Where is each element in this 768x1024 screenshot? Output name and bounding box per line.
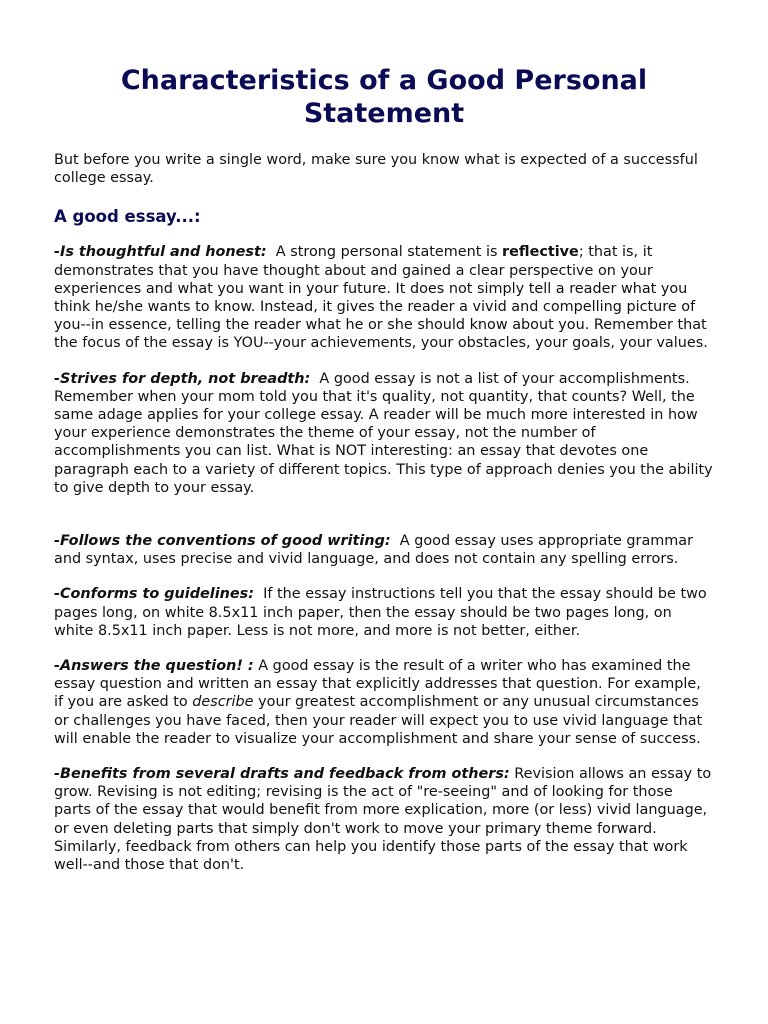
point-answers-question — [54, 657, 714, 748]
point-lead: -Follows the conventions of good writing: — [54, 533, 391, 550]
point-text: A good essay is the result of a writer who has examined the essay question and written an essay that explicitly addresses that question. For example, if you are asked to — [54, 658, 701, 711]
intro-paragraph: But before you write a single word, make sure you know what is expected of a successful college essay. — [54, 152, 698, 187]
point-text: ; that is, it demonstrates that you have thought about and gained a clear perspective on your experiences and what you want in your future. It does not simply tell a reader what you think he/she wants to know. Instead, it gives the reader a vivid and compelling picture of you--in essence, telling the reader what he or she should know about you. Remember that the focus of the essay is YOU--your achievements, your obstacles, your goals, your values. — [54, 244, 708, 352]
point-emphasis: reflective — [502, 244, 579, 261]
point-lead: -Strives for depth, not breadth: — [54, 370, 311, 387]
point-lead: -Is thoughtful and honest: — [54, 244, 267, 261]
point-depth-not-breadth — [54, 370, 714, 497]
point-guidelines — [54, 585, 714, 640]
point-conventions — [54, 532, 714, 568]
point-emphasis: describe — [192, 694, 254, 711]
point-lead: -Answers the question! : — [54, 658, 254, 675]
point-text: your greatest accomplishment or any unusual circumstances or challenges you have faced, then your reader will expect you to use vivid language that will enable the reader to visualize your accomplishment and share your sense of success. — [54, 694, 703, 747]
document-title: Characteristics of a Good Personal Statement — [120, 65, 648, 129]
point-lead: -Conforms to guidelines: — [54, 586, 254, 603]
point-text: If the essay instructions tell you that the essay should be two pages long, on white 8.5x11 inch paper, then the essay should be two pages long, on white 8.5x11 inch paper. Less is not more, and more is not better, either. — [54, 586, 707, 639]
point-lead: -Benefits from several drafts and feedback from others: — [54, 766, 510, 783]
point-text: A strong personal statement is — [275, 244, 503, 261]
point-text: A good essay is not a list of your accomplishments. Remember when your mom told you that it's quality, not quantity, that counts? Well, the same adage applies for your college essay. A reader will be much more interested in how your experience demonstrates the theme of your essay, not the number of accomplishments you can list. What is NOT interesting: an essay that devotes one paragraph each to a variety of different topics. This type of approach denies you the ability to give depth to your essay. — [54, 370, 713, 496]
point-thoughtful-honest — [54, 243, 714, 352]
section-heading: A good essay...: — [54, 207, 201, 227]
point-text: A good essay uses appropriate grammar and syntax, uses precise and vivid language, and does not contain any spelling errors. — [54, 533, 694, 568]
point-text: Revision allows an essay to grow. Revising is not editing; revising is the act of "re-seeing" and of looking for those parts of the essay that would benefit from more explication, more (or less) vivid language, or even deleting parts that simply don't work to move your primary theme forward. Similarly, feedback from others can help you identify those parts of the essay that work well--and those that don't. — [54, 766, 712, 874]
point-drafts-feedback — [54, 765, 714, 874]
